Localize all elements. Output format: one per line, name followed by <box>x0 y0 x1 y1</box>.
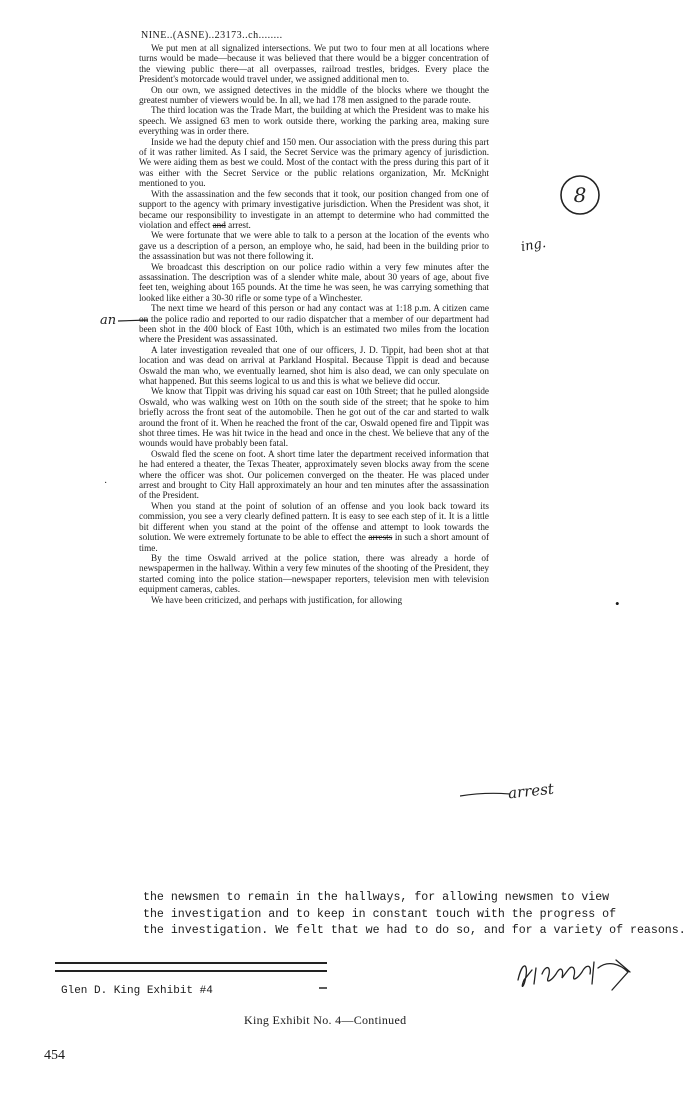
paragraph: On our own, we assigned detectives in the middle of the blocks where we thought the greatest number of viewers would be. In all, we had 178 men assigned to the parade route. <box>139 84 489 106</box>
paragraph-tail: in such a short amount of time. <box>139 532 490 553</box>
typed-line: the investigation and to keep in constant touch with the progress of <box>143 907 617 921</box>
struck-word: and <box>212 219 226 230</box>
paragraph: By the time Oswald arrived at the police station, there was already a horde of newspapermen in the hallway. Within a very few minutes of the shooting of the President, they started coming into the police station—newspaper reporters, television men with television equipment cameras, cables. <box>139 552 489 595</box>
typed-line: the newsmen to remain in the hallways, for allowing newsmen to view <box>143 891 610 904</box>
paragraph: We know that Tippit was driving his squad car east on 10th Street; that he pulled alongside Oswald, who was walking west on 10th on the south side of the street; that he spoke to him briefly across the front seat of the automobile. Then he got out of the car and started to walk around the front of it. When he reached the front of the car, Oswald opened fire and Tippit was shot three times. He was hit twice in the head and once in the chest. We believe that any of the wounds would have probably been fatal. <box>139 386 489 449</box>
body-text <box>139 43 489 605</box>
typed-continuation <box>143 890 686 940</box>
paragraph: A later investigation revealed that one of our officers, J. D. Tippit, had been shot at that location and was dead on arrival at Parkland Hospital. Because Tippit is dead and because Oswald the man who, we eventually learned, shot him is also dead, we can only speculate on what happened. But this seems logical to us and this is what we believe did occur. <box>139 344 489 386</box>
exhibit-label: Glen D. King Exhibit #4 <box>61 985 213 997</box>
document-header: NINE..(ASNE)..23173..ch........ <box>141 30 283 41</box>
paragraph: We put men at all signalized intersections. We put two to four men at all locations where turns would be made—because it was believed that there would be a bigger concentration of the viewing public there—at all overpasses, railroad trestles, bridges. Every place the President's motorcade would travel under, we assigned additional men to. <box>139 43 489 85</box>
paragraph: Oswald fled the scene on foot. A short time later the department received information that he had entered a theater, the Texas Theater, approximately seven blocks away from the scene where the officer was shot. Our policemen converged on the theater. He was placed under arrest and brought to City Hall approximately an hour and ten minutes after the assassination of the President. <box>139 448 489 501</box>
paragraph: We were fortunate that we were able to talk to a person at the location of the events who gave us a description of a person, an employe who, he said, had been in the building prior to the assassination but was not there following it. <box>139 230 489 262</box>
exhibit-continued-caption: King Exhibit No. 4—Continued <box>244 1013 407 1027</box>
insertion-line <box>460 790 510 798</box>
handwritten-arrest-annotation: arrest <box>507 779 555 803</box>
margin-mark: • <box>615 596 620 611</box>
paragraph: The third location was the Trade Mart, the building at which the President was to make his speech. We assigned 63 men to work outside there, working the parking area, making sure everything was in order there. <box>139 105 489 137</box>
paragraph-tail: arrest. <box>225 219 251 230</box>
paragraph: We have been criticized, and perhaps with justification, for allowing <box>151 594 403 605</box>
typed-line: the investigation. We felt that we had to do so, and for a variety of reasons. <box>143 924 686 937</box>
paragraph: Inside we had the deputy chief and 150 men. Our association with the press during this part of it was rather limited. As I said, the Secret Service was the primary agency of jurisdiction. We were aiding them as best we could. Most of the contact with the press during this part of it was either with the Secret Service or the public relations organization, Mr. McKnight mentioned to you. <box>139 136 489 189</box>
handwritten-an-annotation: an <box>100 313 117 328</box>
paragraph: We broadcast this description on our police radio within a very few minutes after the assassination. The description was of a slender white male, about 30 years of age, about five feet ten, weighing about 165 pounds. At the time he was seen, he was carrying something that looked like either a 30-30 rifle or some type of a Winchester. <box>139 261 489 303</box>
circled-number-annotation <box>558 173 602 217</box>
paragraph-text: With the assassination and the few seconds that it took, our position changed from one of support to the agency with primary investigative jurisdiction. When the President was shot, it became our responsibility to investigate in an attempt to determine who had committed the violation and effect <box>139 188 489 230</box>
struck-word: arrests <box>368 532 393 543</box>
paragraph <box>139 501 489 553</box>
paragraph-text: When you stand at the point of solution of an offense and you look back toward its commission, you see a very clearly defined pattern. It is easy to see each step of it. It is a little bit different when you stand at the point of the offense and attempt to look towards the solution. We were extremely fortunate to be able to effect the <box>139 500 489 543</box>
paragraph <box>139 189 489 231</box>
double-rule <box>55 962 327 972</box>
dash-mark <box>319 985 327 991</box>
circled-number-text: 8 <box>573 183 587 207</box>
paragraph: The next time we heard of this person or had any contact was at 1:18 p.m. A citizen came on the police radio and reported to our radio dispatcher that a member of our department had been shot in the 400 block of East 10th, which is an estimated two miles from the location where the President was assassinated. <box>139 303 489 345</box>
insertion-line <box>118 318 148 324</box>
margin-mark: · <box>104 478 108 489</box>
page-number: 454 <box>44 1048 65 1063</box>
signature-image <box>512 950 642 998</box>
handwritten-ing-annotation: ing. <box>519 235 548 256</box>
